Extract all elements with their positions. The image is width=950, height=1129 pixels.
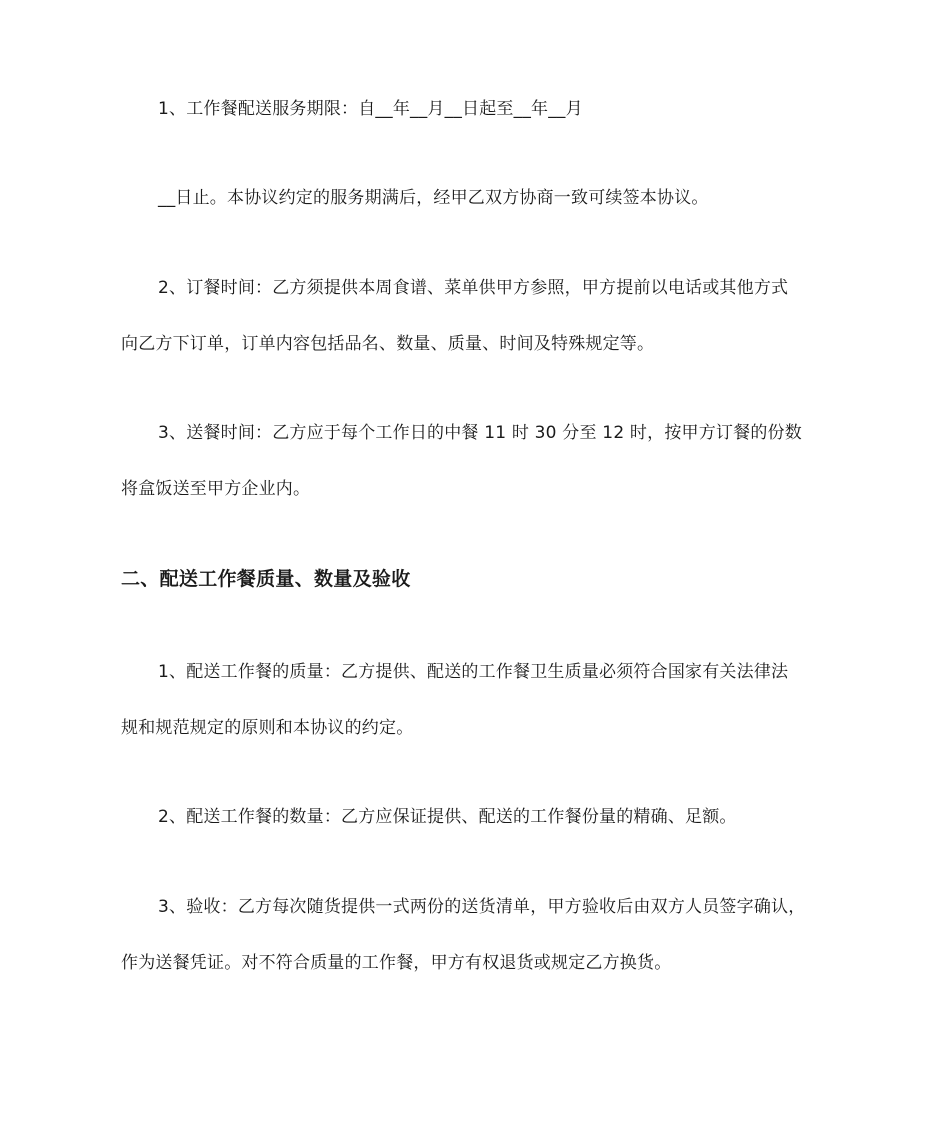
clause-1-3-line-1: 3、送餐时间：乙方应于每个工作日的中餐 11 时 30 分至 12 时，按甲方订餐的份数 [158,423,802,443]
clause-1-2-line-1: 2、订餐时间：乙方须提供本周食谱、菜单供甲方参照，甲方提前以电话或其他方式 [158,278,789,298]
clause-2-2-line-1: 2、配送工作餐的数量：乙方应保证提供、配送的工作餐份量的精确、足额。 [158,807,737,827]
clause-1-2-line-2: 向乙方下订单，订单内容包括品名、数量、质量、时间及特殊规定等。 [121,334,655,354]
clause-2-3-line-1: 3、验收：乙方每次随货提供一式两份的送货清单，甲方验收后由双方人员签字确认， [158,897,806,917]
section-2-heading: 二、配送工作餐质量、数量及验收 [121,568,411,590]
clause-1-3-line-2: 将盒饭送至甲方企业内。 [121,479,311,499]
clause-2-1-line-1: 1、配送工作餐的质量：乙方提供、配送的工作餐卫生质量必须符合国家有关法律法 [158,662,789,682]
clause-2-3-line-2: 作为送餐凭证。对不符合质量的工作餐，甲方有权退货或规定乙方换货。 [121,953,672,973]
clause-2-1-line-2: 规和规范规定的原则和本协议的约定。 [121,718,414,738]
clause-1-1-line-1: 1、工作餐配送服务期限：自__年__月__日起至__年__月 [158,99,583,119]
clause-1-1-line-2: __日止。本协议约定的服务期满后，经甲乙双方协商一致可续签本协议。 [158,188,709,208]
